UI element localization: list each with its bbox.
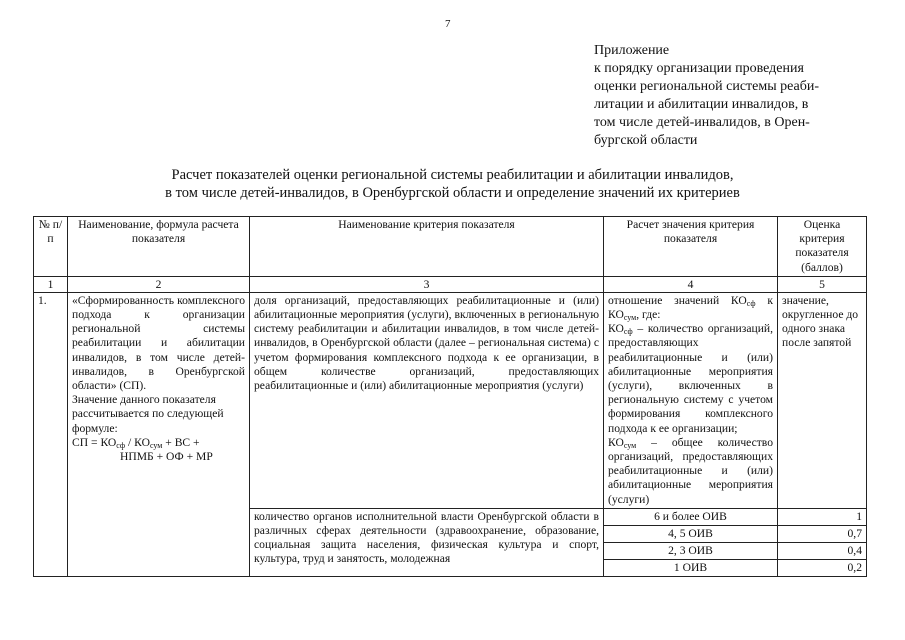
column-number: 4 xyxy=(604,276,778,292)
row-number: 1. xyxy=(34,292,68,576)
score-value: 0,7 xyxy=(778,525,867,542)
calculation-value: 1 ОИВ xyxy=(604,559,778,576)
formula-part: СП = КО xyxy=(72,435,117,449)
formula-part: + ВС + xyxy=(162,435,200,449)
header-calculation: Расчет значения критерия показателя xyxy=(604,217,778,277)
calc-subscript: сф xyxy=(623,327,633,337)
appendix-line: литации и абилитации инвалидов, в xyxy=(594,97,809,112)
score-value: 0,2 xyxy=(778,559,867,576)
header-number: № п/п xyxy=(34,217,68,277)
appendix-line: бургской области xyxy=(594,133,698,148)
appendix-line: к порядку организации проведения xyxy=(594,61,804,76)
appendix-line: Приложение xyxy=(594,43,670,58)
calc-subscript: сф xyxy=(746,298,756,308)
calc-intro: , где: xyxy=(636,308,661,322)
calc-def: КО xyxy=(608,435,624,449)
calculation-text xyxy=(604,292,778,508)
formula-subscript: сф xyxy=(116,440,126,450)
indicators-table xyxy=(33,216,867,577)
calculation-value: 6 и более ОИВ xyxy=(604,508,778,525)
formula-line xyxy=(72,436,245,450)
calc-subscript: сум xyxy=(623,440,637,450)
table-header-row xyxy=(34,217,867,277)
criterion-text: доля организаций, предоставляющих реабилитационные и (или) абилитационные мероприятия (услуги), включенных в региональную систему реабилитации и абилитации инвалидов, в том числе детей-инвалидов, в Оренбургской области (далее – региональная система) с учетом формирования комплексного подхода к ее организации, в общем количестве организаций, предоставляющих реабилитационные и (или) абилитационные мероприятия (услуги) xyxy=(250,292,604,508)
formula-line-continued: НПМБ + ОФ + МР xyxy=(120,450,213,464)
header-criterion: Наименование критерия показателя xyxy=(250,217,604,277)
column-numbers-row xyxy=(34,276,867,292)
indicator-name-cell xyxy=(68,292,250,576)
formula-intro: Значение данного показателя рассчитывается по следующей формуле: xyxy=(72,393,224,435)
title-line: Расчет показателей оценки региональной системы реабилитации и абилитации инвалидов, xyxy=(171,167,734,183)
calculation-value: 4, 5 ОИВ xyxy=(604,525,778,542)
header-name-formula: Наименование, формула расчета показателя xyxy=(68,217,250,277)
calc-def: КО xyxy=(608,322,624,336)
calc-intro: отношение значений КО xyxy=(608,293,747,307)
appendix-line: том числе детей-инвалидов, в Орен- xyxy=(594,115,810,130)
calc-subscript: сум xyxy=(623,313,637,323)
criterion-text: количество органов исполнительной власти Оренбургской области в различных сферах деятельности (здравоохранение, образование, социальная защита населения, физическая культура и спорт, культура, труд и занятость, молодежная xyxy=(250,508,604,576)
document-title xyxy=(0,166,905,202)
score-value: 0,4 xyxy=(778,542,867,559)
score-text: значение, округленное до одного знака после запятой xyxy=(778,292,867,508)
appendix-caption xyxy=(594,42,864,150)
formula-part: / КО xyxy=(125,435,150,449)
table-row xyxy=(34,292,867,508)
title-line: в том числе детей-инвалидов, в Оренбургской области и определение значений их критериев xyxy=(165,185,740,201)
calc-def: – количество организаций, предоставляющих реабилитационные и (или) абилитационные мероприятия (услуги), включенных в региональную систему с учетом формирования комплексного подхода к ее организации; xyxy=(608,322,773,435)
indicator-name: «Сформированность комплексного подхода к организации региональной системы реабилитации и абилитации инвалидов, в том числе детей-инвалидов, в Оренбургской области» (СП). xyxy=(72,293,245,393)
calc-intro: к КО xyxy=(608,293,773,322)
header-score: Оценка критерия показателя (баллов) xyxy=(778,217,867,277)
formula-subscript: сум xyxy=(149,440,163,450)
column-number: 5 xyxy=(778,276,867,292)
calc-def: – общее количество организаций, предоставляющих реабилитационные и (или) абилитационные мероприятия (услуги) xyxy=(608,435,773,506)
page-number: 7 xyxy=(445,18,451,30)
column-number: 2 xyxy=(68,276,250,292)
score-value: 1 xyxy=(778,508,867,525)
column-number: 1 xyxy=(34,276,68,292)
appendix-line: оценки региональной системы реаби- xyxy=(594,79,820,94)
column-number: 3 xyxy=(250,276,604,292)
calculation-value: 2, 3 ОИВ xyxy=(604,542,778,559)
